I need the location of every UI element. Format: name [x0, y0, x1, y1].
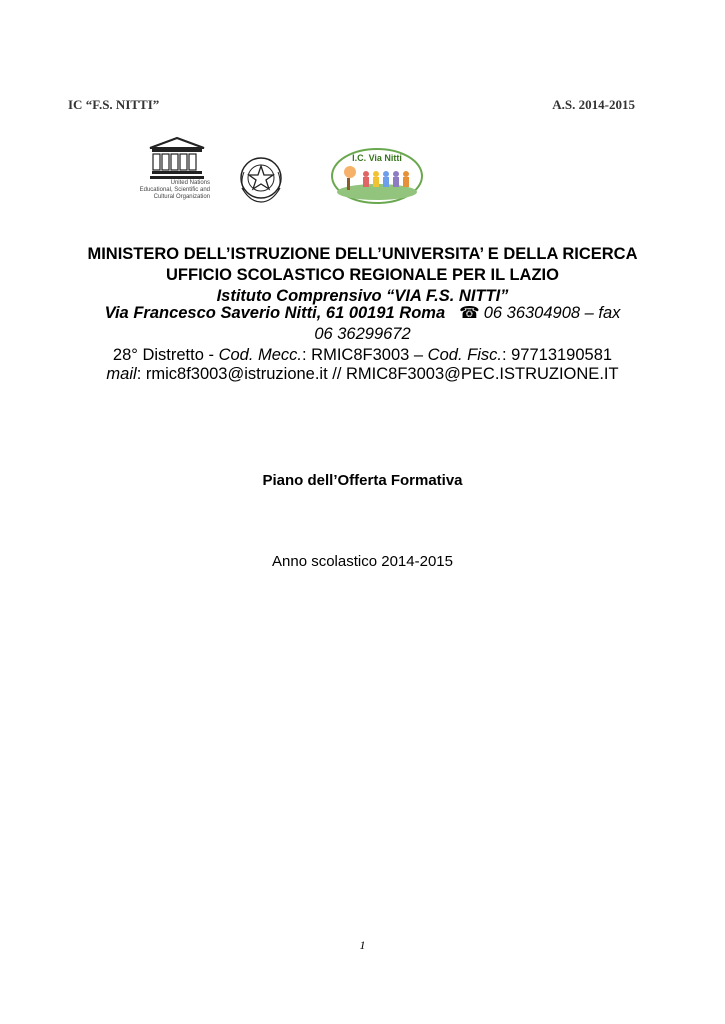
phone-icon: ☎: [459, 304, 480, 322]
address-line: Via Francesco Saverio Nitti, 61 00191 Roma ☎ 06 36304908 – fax: [104, 304, 621, 322]
italian-republic-emblem: [236, 152, 286, 206]
page-number: 1: [359, 938, 366, 952]
document-subtitle: Anno scolastico 2014-2015: [272, 553, 453, 570]
school-logo: [330, 146, 424, 204]
mail-line: mail: rmic8f3003@istruzione.it // RMIC8F3003@PEC.ISTRUZIONE.IT: [106, 365, 619, 383]
unesco-caption: United Nations Educational, Scientific and Cultural Organization: [139, 180, 210, 200]
ministry-line: MINISTERO DELL’ISTRUZIONE DELL’UNIVERSITA’ E DELLA RICERCA: [87, 245, 638, 263]
svg-text:I.C. Via Nitti: I.C. Via Nitti: [352, 153, 402, 163]
codes-line: 28° Distretto - Cod. Mecc.: RMIC8F3003 – Cod. Fisc.: 97713190581: [112, 346, 613, 364]
children-chain-icon: [330, 146, 424, 204]
star-wheel-emblem-icon: [236, 152, 286, 206]
header-school-short: IC “F.S. NITTI”: [68, 97, 160, 112]
document-title: Piano dell’Offerta Formativa: [262, 472, 463, 489]
header-school-year: A.S. 2014-2015: [552, 97, 635, 112]
school-name-line: Istituto Comprensivo “VIA F.S. NITTI”: [216, 287, 509, 305]
unesco-logo: [122, 136, 212, 208]
office-line: UFFICIO SCOLASTICO REGIONALE PER IL LAZIO: [166, 266, 559, 284]
unesco-temple-icon: [122, 136, 212, 180]
fax-line: 06 36299672: [314, 325, 411, 343]
